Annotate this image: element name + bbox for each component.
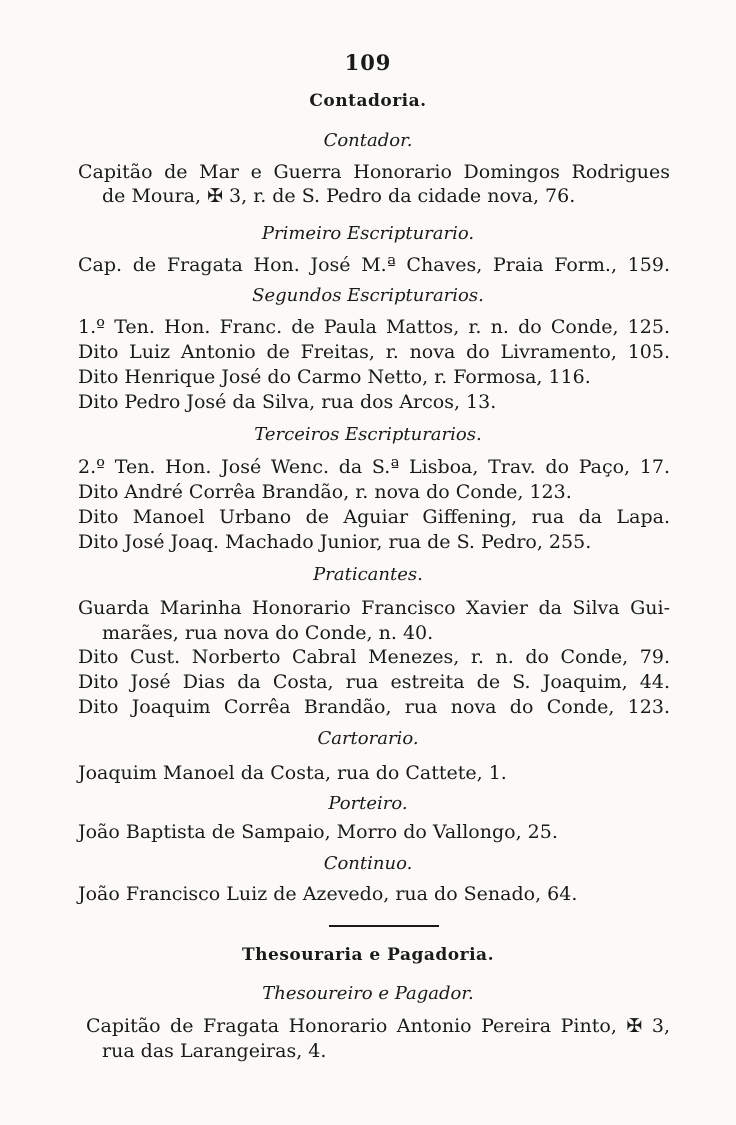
section-divider [329,925,439,927]
subheading-segundos-escripturarios: Segundos Escripturarios. [252,285,484,306]
entry-line: Dito Cust. Norberto Cabral Menezes, r. n. do Conde, 79. [78,646,670,668]
entry-line: João Baptista de Sampaio, Morro do Vallongo, 25. [78,821,558,843]
subheading-continuo: Continuo. [323,853,413,874]
entry-line: Dito Luiz Antonio de Freitas, r. nova do Livramento, 105. [78,341,670,363]
section-heading-contadoria: Contadoria. [309,91,427,111]
subheading-primeiro-escripturario: Primeiro Escripturario. [261,223,475,244]
entry-line: de Moura, ✠ 3, r. de S. Pedro da cidade nova, 76. [102,185,576,207]
entry-line: Dito José Dias da Costa, rua estreita de S. Joaquim, 44. [78,671,670,693]
subheading-terceiros-escripturarios: Terceiros Escripturarios. [254,424,482,445]
entry-line: Cap. de Fragata Hon. José M.ª Chaves, Praia Form., 159. [78,254,670,276]
entry-line: Capitão de Fragata Honorario Antonio Pereira Pinto, ✠ 3, [86,1015,670,1037]
entry-line: Dito Pedro José da Silva, rua dos Arcos, 13. [78,391,497,413]
entry-line: Dito André Corrêa Brandão, r. nova do Conde, 123. [78,481,572,503]
entry-line: Dito Manoel Urbano de Aguiar Giffening, rua da Lapa. [78,506,670,528]
entry-line: Joaquim Manoel da Costa, rua do Cattete, 1. [78,762,507,784]
entry-line: Capitão de Mar e Guerra Honorario Domingos Rodrigues [78,161,670,183]
subheading-porteiro: Porteiro. [328,793,408,814]
entry-line: Dito José Joaq. Machado Junior, rua de S. Pedro, 255. [78,531,592,553]
section-heading-thesouraria: Thesouraria e Pagadoria. [242,945,494,965]
entry-line: marães, rua nova do Conde, n. 40. [102,622,434,644]
entry-line: Dito Joaquim Corrêa Brandão, rua nova do Conde, 123. [78,696,670,718]
entry-line: Guarda Marinha Honorario Francisco Xavier da Silva Gui- [78,597,670,619]
page-number: 109 [344,50,392,75]
subheading-thesoureiro: Thesoureiro e Pagador. [262,983,474,1004]
entry-line: 1.º Ten. Hon. Franc. de Paula Mattos, r. n. do Conde, 125. [78,316,670,338]
entry-line: 2.º Ten. Hon. José Wenc. da S.ª Lisboa, Trav. do Paço, 17. [78,456,670,478]
entry-line: rua das Larangeiras, 4. [102,1040,327,1062]
subheading-cartorario: Cartorario. [317,728,419,749]
entry-line: João Francisco Luiz de Azevedo, rua do Senado, 64. [78,883,578,905]
entry-line: Dito Henrique José do Carmo Netto, r. Formosa, 116. [78,366,591,388]
subheading-contador: Contador. [323,130,413,151]
subheading-praticantes: Praticantes. [313,564,423,585]
